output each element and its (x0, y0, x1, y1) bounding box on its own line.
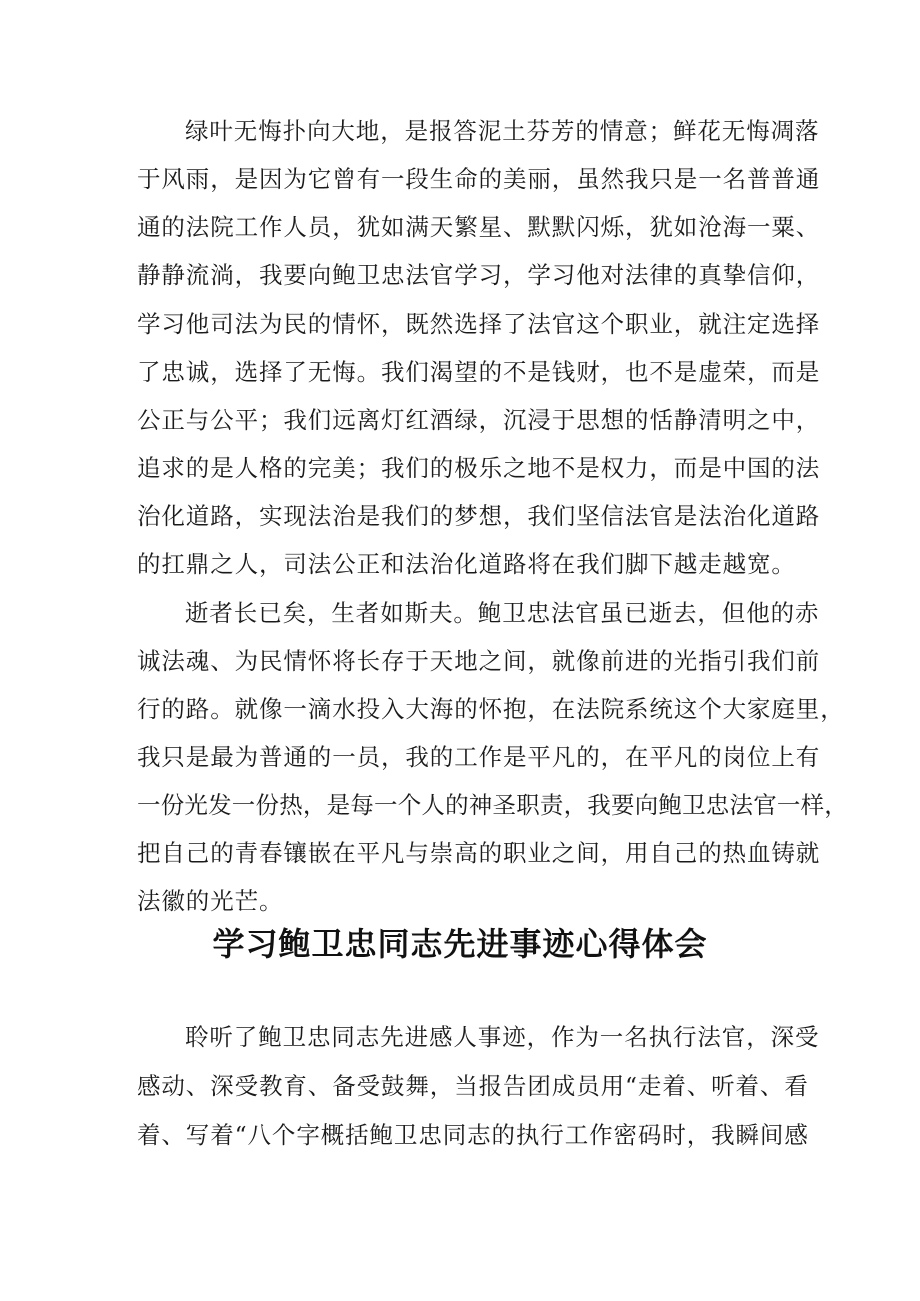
paragraph-line: 逝者长已矣，生者如斯夫。鲍卫忠法官虽已逝去，但他的赤 (185, 599, 820, 627)
paragraph-line: 行的路。就像一滴水投入大海的怀抱，在法院系统这个大家庭里， (137, 695, 845, 723)
paragraph-line: 静静流淌，我要向鲍卫忠法官学习，学习他对法律的真挚信仰， (137, 261, 821, 289)
paragraph-line: 通的法院工作人员，犹如满天繁星、默默闪烁，犹如沧海一粟、 (137, 213, 821, 241)
paragraph-line: 学习他司法为民的情怀，既然选择了法官这个职业，就注定选择 (137, 310, 821, 338)
paragraph-line: 聆听了鲍卫忠同志先进感人事迹，作为一名执行法官，深受 (185, 1023, 820, 1051)
paragraph-line: 着、写着“八个字概括鲍卫忠同志的执行工作密码时，我瞬间感 (137, 1121, 809, 1149)
paragraph-line: 治化道路，实现法治是我们的梦想，我们坚信法官是法治化道路 (137, 502, 821, 530)
paragraph-line: 把自己的青春镶嵌在平凡与崇高的职业之间，用自己的热血铸就 (137, 839, 821, 867)
paragraph-line: 绿叶无悔扑向大地，是报答泥土芬芳的情意；鲜花无悔凋落 (185, 117, 820, 145)
paragraph-line: 的扛鼎之人，司法公正和法治化道路将在我们脚下越走越宽。 (137, 550, 796, 578)
paragraph-line: 感动、深受教育、备受鼓舞，当报告团成员用“走着、听着、看 (137, 1072, 809, 1100)
paragraph-line: 我只是最为普通的一员，我的工作是平凡的，在平凡的岗位上有 (137, 743, 821, 771)
paragraph-line: 法徽的光芒。 (137, 887, 284, 915)
paragraph-line: 追求的是人格的完美；我们的极乐之地不是权力，而是中国的法 (137, 454, 821, 482)
section-heading: 学习鲍卫忠同志先进事迹心得体会 (212, 925, 708, 963)
paragraph-line: 公正与公平；我们远离灯红酒绿，沉浸于思想的恬静清明之中， (137, 406, 821, 434)
paragraph-line: 诚法魂、为民情怀将长存于天地之间，就像前进的光指引我们前 (137, 647, 821, 675)
paragraph-line: 于风雨，是因为它曾有一段生命的美丽，虽然我只是一名普普通 (137, 165, 821, 193)
paragraph-line: 了忠诚，选择了无悔。我们渴望的不是钱财，也不是虚荣，而是 (137, 358, 821, 386)
paragraph-line: 一份光发一份热，是每一个人的神圣职责，我要向鲍卫忠法官一样， (137, 791, 848, 819)
